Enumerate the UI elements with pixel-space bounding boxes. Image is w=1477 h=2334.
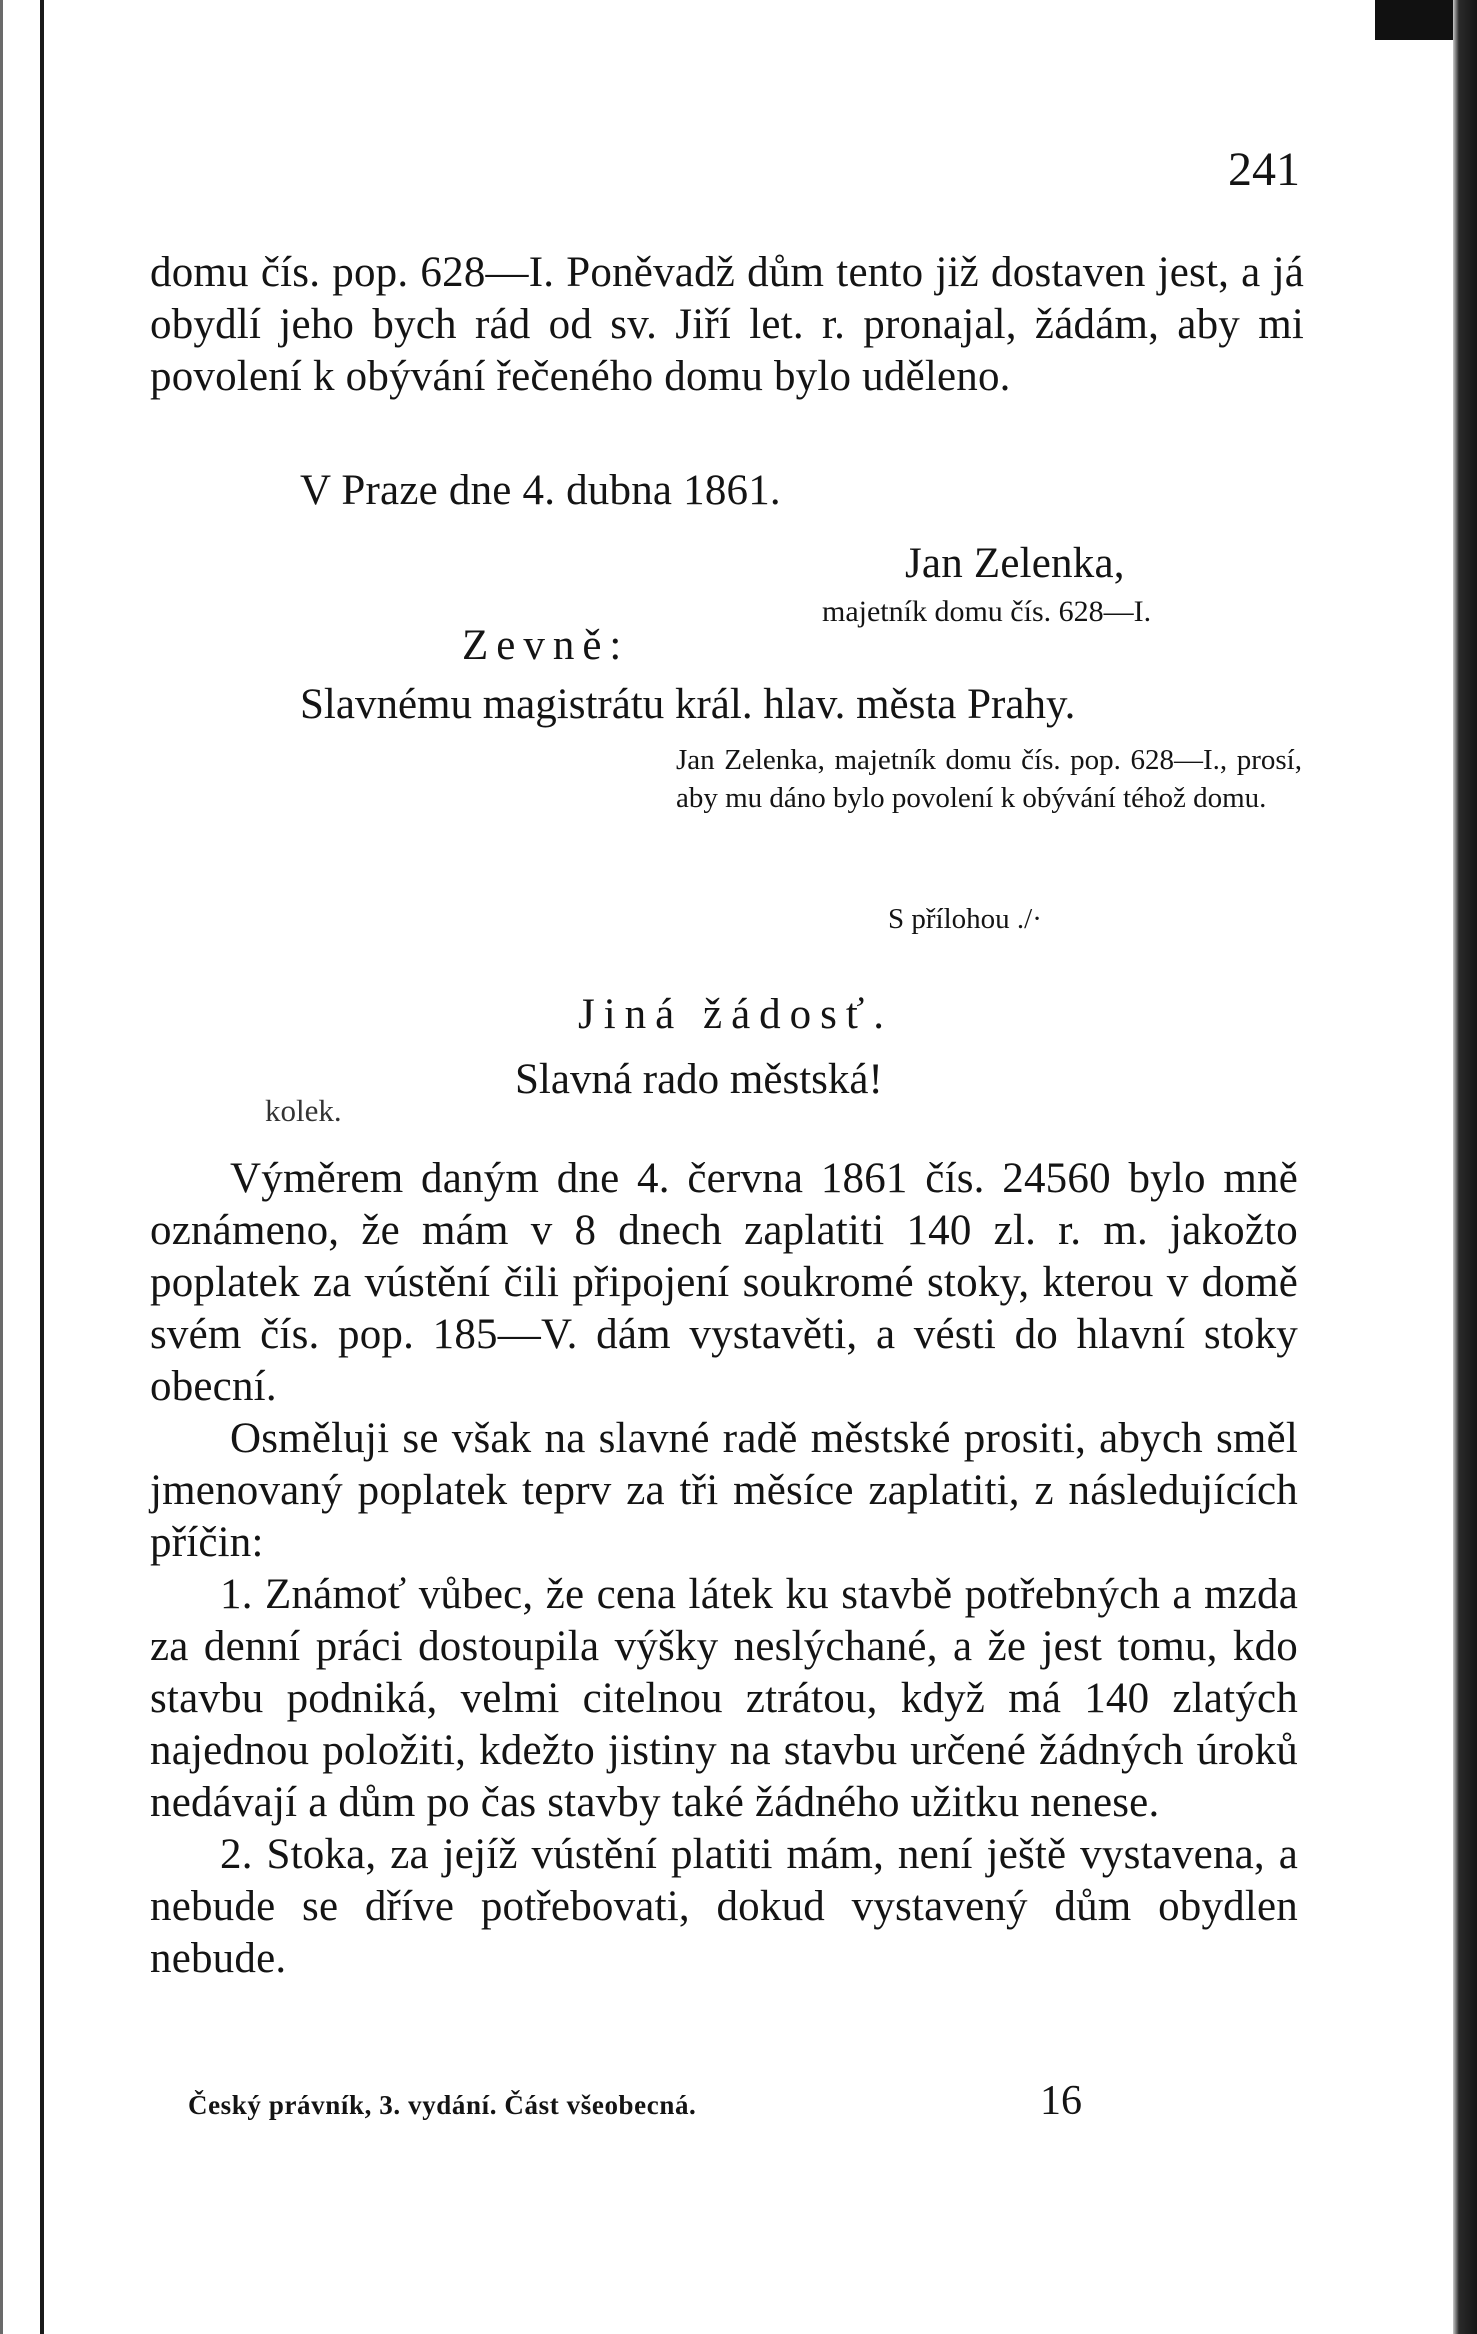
dateline: V Praze dne 4. dubna 1861. (300, 467, 781, 514)
paragraph-3: 1. Známoť vůbec, že cena látek ku stavbě potřebných a mzda za denní práci dostoupila výšky neslýchané, a že jest tomu, kdo stavbu podniká, velmi citelnou ztrátou, když má 140 zlatých najednou položiti, kdežto jistiny na stavbu určené žádných úroků nedávají a dům po čas stavby také žádného užitku nenese. (150, 1571, 1298, 1826)
scan-edge-left (40, 0, 44, 2334)
signature-title: majetník domu čís. 628—I. (822, 595, 1152, 628)
outside-label: Zevně: (462, 622, 630, 669)
paragraph-4: 2. Stoka, za jejíž vústění platiti mám, není ještě vystavena, a nebude se dříve potřebovati, dokud vystavený dům obydlen nebude. (150, 1831, 1298, 1982)
page-number: 241 (1228, 143, 1300, 196)
paragraph-2: Osměluji se však na slavné radě městské prositi, abych směl jmenovaný poplatek teprv za tři měsíce zaplatiti, z následujících příčin: (150, 1415, 1298, 1566)
paragraph-1: Výměrem daným dne 4. června 1861 čís. 24560 bylo mně oznámeno, že mám v 8 dnech zaplatiti 140 zl. r. m. jakožto poplatek za vústění čili připojení soukromé stoky, kterou v domě svém čís. pop. 185—V. dám vystavěti, a vésti do hlavní stoky obecní. (150, 1155, 1298, 1410)
sheet-number: 16 (1040, 2078, 1082, 2124)
signature-name: Jan Zelenka, (905, 540, 1125, 587)
scan-edge-left-outer (0, 0, 3, 2334)
scan-edge-right (1453, 0, 1477, 2334)
scan-corner-top-right (1375, 0, 1453, 40)
footer-signature: Český právník, 3. vydání. Část všeobecná. (188, 2090, 697, 2120)
address-line: Slavnému magistrátu král. hlav. města Prahy. (300, 681, 1076, 728)
letter-two-body (150, 1153, 1298, 1985)
letter-one-body: domu čís. pop. 628—I. Poněvadž dům tento již dostaven jest, a já obydlí jeho bych rád od sv. Jiří let. r. pronajal, žádám, aby mi povolení k obývání řečeného domu bylo uděleno. (150, 249, 1304, 400)
salutation: Slavná rado městská! (515, 1056, 883, 1103)
petition-abstract: Jan Zelenka, majetník domu čís. pop. 628—I., prosí, aby mu dáno bylo povolení k obývání téhož domu. (676, 744, 1302, 814)
enclosure-note: S přílohou ./· (888, 903, 1042, 935)
section-title: Jiná žádosť. (578, 991, 894, 1038)
stamp-label: kolek. (265, 1093, 342, 1128)
